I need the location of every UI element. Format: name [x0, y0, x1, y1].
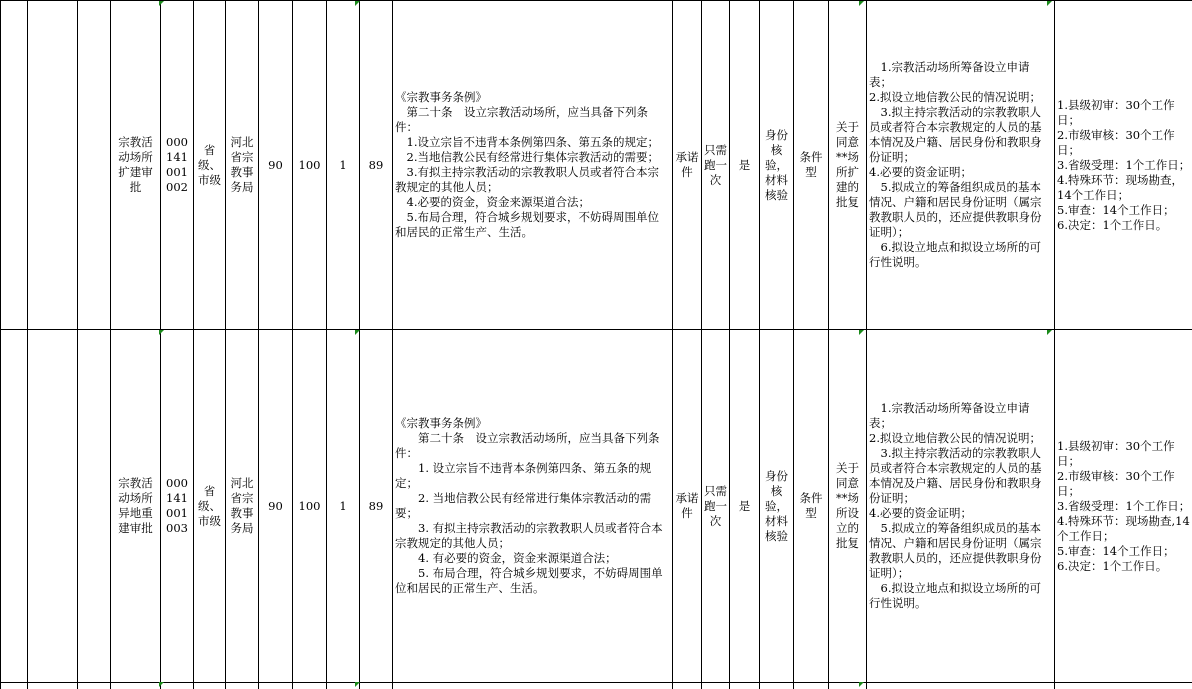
processing-steps-cell — [1055, 330, 1192, 683]
step-line: 4.特殊环节：现场勘查,14个工作日； — [1057, 514, 1191, 544]
item-name-cell: 宗教活动场所异地重建审批 — [111, 330, 161, 683]
step-line: 1.县级初审：30个工作日； — [1057, 439, 1191, 469]
application-materials-cell — [867, 330, 1055, 683]
blank-cell — [1, 1, 28, 330]
material-line: 6.拟设立地点和拟设立场所的可行性说明。 — [869, 581, 1052, 611]
basis-line: 2.当地信教公民有经常进行集体宗教活动的需要； — [395, 150, 670, 165]
conditional-type-cell: 条件型 — [794, 330, 829, 683]
step-line: 1.县级初审：30个工作日； — [1057, 98, 1191, 128]
yes-cell: 是 — [730, 330, 760, 683]
basis-line: 4.必要的资金，资金来源渠道合法； — [395, 195, 670, 210]
basis-line: 3.有拟主持宗教活动的宗教教职人员或者符合本宗教规定的其他人员； — [395, 165, 670, 195]
material-line: 4.必要的资金证明； — [869, 506, 1052, 521]
cell-indicator-marker — [355, 1, 360, 6]
basis-line: 1.设立宗旨不违背本条例第四条、第五条的规定； — [395, 135, 670, 150]
cell-indicator-marker — [859, 1, 864, 6]
basis-line: 5. 布局合理，符合城乡规划要求，不妨碍周围单位和居民的正常生产、生活。 — [395, 566, 670, 596]
basis-line: 1. 设立宗旨不违背本条例第四条、第五条的规定； — [395, 461, 670, 491]
result-document-cell: 关于同意**场所设立的批复 — [829, 330, 867, 683]
visit-count-cell: 1 — [327, 1, 360, 330]
legal-days-cell: 90 — [259, 330, 293, 683]
material-line: 3.拟主持宗教活动的宗教教职人员或者符合本宗教规定的人员的基本情况及户籍、居民身份和教职身份证明； — [869, 446, 1052, 506]
admin-level-cell: 省级、市级 — [194, 330, 226, 683]
step-line: 5.审查：14个工作日； — [1057, 544, 1191, 559]
blank-cell — [78, 1, 111, 330]
cell-indicator-marker — [859, 682, 864, 687]
item-code-cell: 000141001003 — [161, 330, 194, 683]
cell-indicator-marker — [355, 682, 360, 687]
legal-basis-cell — [393, 330, 673, 683]
blank-cell — [28, 1, 78, 330]
material-line: 1.宗教活动场所筹备设立申请表； — [869, 401, 1052, 431]
material-line: 5.拟成立的筹备组织成员的基本情况、户籍和居民身份证明（属宗教教职人员的，还应提供教职身份证明）； — [869, 521, 1052, 581]
step-line: 3.省级受理：1个工作日； — [1057, 499, 1191, 514]
processing-steps-cell — [1055, 1, 1192, 330]
step-line: 2.市级审核：30个工作日； — [1057, 469, 1191, 499]
yes-cell: 是 — [730, 1, 760, 330]
material-line: 4.必要的资金证明； — [869, 165, 1052, 180]
conditional-type-cell: 条件型 — [794, 1, 829, 330]
cell-indicator-marker — [159, 330, 164, 335]
admin-level-cell: 省级、市级 — [194, 1, 226, 330]
run-once-cell: 只需跑一次 — [702, 1, 730, 330]
step-line: 4.特殊环节：现场勘查，14个工作日； — [1057, 173, 1191, 203]
basis-line: 5.布局合理，符合城乡规划要求，不妨碍周围单位和居民的正常生产、生活。 — [395, 210, 670, 240]
cell-indicator-marker — [355, 330, 360, 335]
step-line: 3.省级受理：1个工作日； — [1057, 158, 1191, 173]
department-cell: 河北省宗教事务局 — [226, 1, 259, 330]
table-row — [1, 1, 1192, 330]
material-line: 2.拟设立地信教公民的情况说明； — [869, 431, 1052, 446]
basis-line: 《宗教事务条例》 — [395, 90, 670, 105]
material-line: 3.拟主持宗教活动的宗教教职人员或者符合本宗教规定的人员的基本情况及户籍、居民身份和教职身份证明； — [869, 105, 1052, 165]
basis-line: 第二十条 设立宗教活动场所，应当具备下列条件： — [395, 431, 670, 461]
department-cell: 河北省宗教事务局 — [226, 330, 259, 683]
basis-line: 3. 有拟主持宗教活动的宗教教职人员或者符合本宗教规定的其他人员； — [395, 521, 670, 551]
promised-days-cell: 89 — [360, 330, 393, 683]
run-once-cell: 只需跑一次 — [702, 330, 730, 683]
application-materials-cell — [867, 1, 1055, 330]
visit-count-cell: 1 — [327, 330, 360, 683]
promised-days-cell: 89 — [360, 1, 393, 330]
material-line: 5.拟成立的筹备组织成员的基本情况、户籍和居民身份证明（属宗教教职人员的，还应提供教职身份证明）； — [869, 180, 1052, 240]
material-line: 2.拟设立地信教公民的情况说明； — [869, 90, 1052, 105]
basis-line: 4. 有必要的资金，资金来源渠道合法； — [395, 551, 670, 566]
step-line: 2.市级审核：30个工作日； — [1057, 128, 1191, 158]
verification-cell: 身份核验，材料核验 — [760, 1, 794, 330]
step-line: 6.决定：1个工作日。 — [1057, 559, 1191, 574]
blank-cell — [28, 330, 78, 683]
basis-line: 《宗教事务条例》 — [395, 416, 670, 431]
cell-indicator-marker — [1047, 1, 1052, 6]
step-line: 5.审查：14个工作日； — [1057, 203, 1191, 218]
percentage-cell: 100 — [293, 330, 327, 683]
blank-cell — [1, 330, 28, 683]
result-document-cell: 关于同意**场所扩建的批复 — [829, 1, 867, 330]
cell-indicator-marker — [859, 330, 864, 335]
blank-cell — [78, 330, 111, 683]
step-line: 6.决定：1个工作日。 — [1057, 218, 1191, 233]
basis-line: 第二十条 设立宗教活动场所，应当具备下列条件： — [395, 105, 670, 135]
cell-indicator-marker — [159, 1, 164, 6]
basis-line: 2. 当地信教公民有经常进行集体宗教活动的需要； — [395, 491, 670, 521]
cell-indicator-marker — [159, 682, 164, 687]
verification-cell: 身份核验，材料核验 — [760, 330, 794, 683]
item-code-cell: 000141001002 — [161, 1, 194, 330]
material-line: 6.拟设立地点和拟设立场所的可行性说明。 — [869, 240, 1052, 270]
legal-days-cell: 90 — [259, 1, 293, 330]
legal-basis-cell — [393, 1, 673, 330]
commitment-type-cell: 承诺件 — [673, 330, 702, 683]
item-name-cell: 宗教活动场所扩建审批 — [111, 1, 161, 330]
table-row — [1, 330, 1192, 683]
percentage-cell: 100 — [293, 1, 327, 330]
cell-indicator-marker — [1047, 330, 1052, 335]
commitment-type-cell: 承诺件 — [673, 1, 702, 330]
material-line: 1.宗教活动场所筹备设立申请表； — [869, 60, 1052, 90]
